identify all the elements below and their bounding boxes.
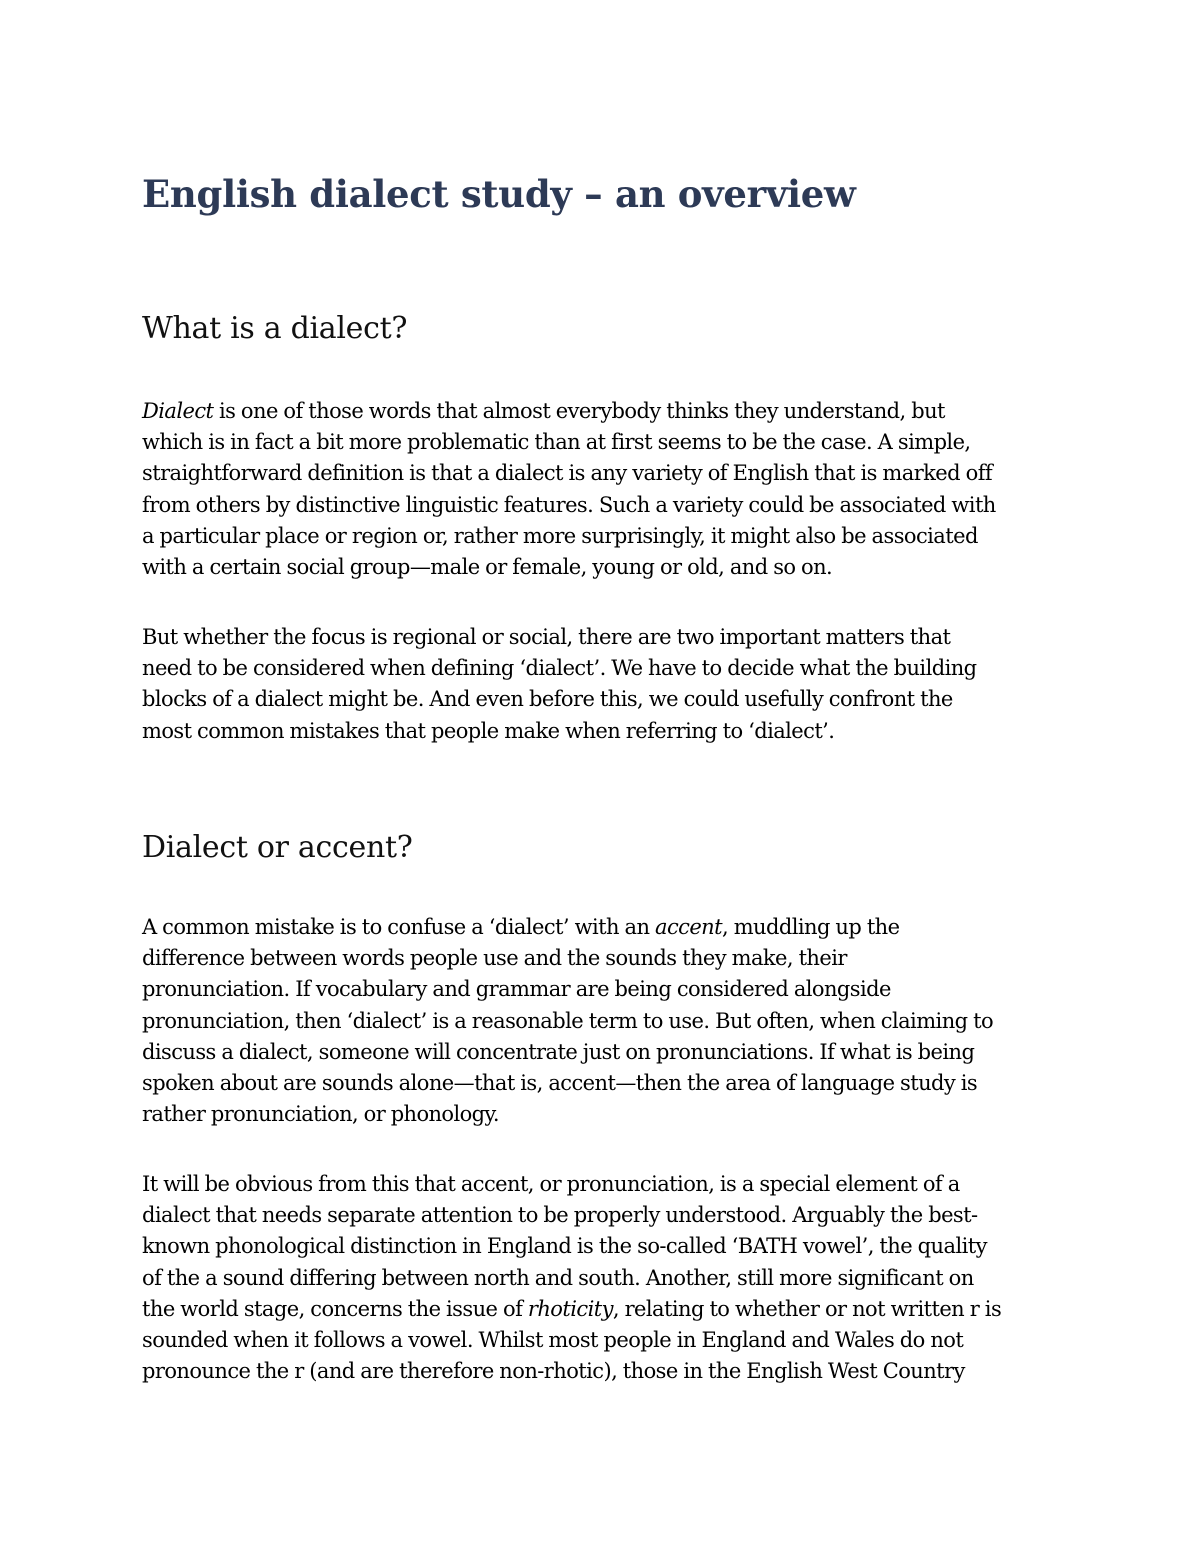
section-heading-dialect-or-accent: Dialect or accent? [142, 830, 413, 865]
line-text: is one of those words that almost everybody thinks they understand, but [213, 399, 945, 423]
italic-term: accent [655, 915, 722, 939]
line-text: of the a sound differing between north and south. Another, still more significant on [142, 1265, 974, 1290]
line-text: But whether the focus is regional or social, there are two important matters that [142, 625, 951, 649]
paragraph-line [142, 1294, 1062, 1325]
line-text: spoken about are sounds alone—that is, accent—then the area of language study is [142, 1071, 978, 1096]
paragraph-line [142, 1006, 1062, 1037]
paragraph-line [142, 1099, 1062, 1130]
paragraph-line [142, 684, 1062, 715]
line-text: need to be considered when defining ‘dialect’. We have to decide what the building [142, 656, 977, 681]
line-text: difference between words people use and the sounds they make, their [142, 946, 847, 971]
paragraph-line [142, 1356, 1062, 1387]
line-text: pronounce the r (and are therefore non-rhotic), those in the English West Country [142, 1359, 965, 1384]
paragraph-dialect-vs-accent [142, 912, 1062, 1130]
line-text: which is in fact a bit more problematic than at first seems to be the case. A simple, [142, 430, 971, 455]
paragraph-line [142, 1231, 1062, 1262]
paragraph-line [142, 1068, 1062, 1099]
line-text: with a certain social group—male or female, young or old, and so on. [142, 555, 833, 580]
paragraph-line [142, 974, 1062, 1005]
document-title: English dialect study – an overview [142, 172, 856, 216]
paragraph-line [142, 653, 1062, 684]
line-text: rather pronunciation, or phonology. [142, 1102, 499, 1127]
paragraph-line [142, 912, 1062, 943]
paragraph-line [142, 552, 1062, 583]
paragraph-line [142, 1200, 1062, 1231]
line-text: sounded when it follows a vowel. Whilst most people in England and Wales do not [142, 1328, 964, 1353]
line-text: , relating to whether or not written r is [612, 1296, 1002, 1321]
paragraph-line [142, 716, 1062, 747]
paragraph-line [142, 1037, 1062, 1068]
italic-term: rhoticity [527, 1296, 613, 1321]
paragraph-dialect-definition [142, 396, 1062, 583]
line-text: , muddling up the [722, 915, 900, 939]
section-heading-what-is-dialect: What is a dialect? [142, 311, 408, 346]
paragraph-regional-or-social [142, 622, 1062, 747]
line-text: It will be obvious from this that accent, or pronunciation, is a special element of a [142, 1172, 960, 1196]
italic-term: Dialect [142, 399, 214, 423]
paragraph-line [142, 943, 1062, 974]
paragraph-line [142, 521, 1062, 552]
line-text: from others by distinctive linguistic features. Such a variety could be associated with [142, 492, 996, 517]
line-text: most common mistakes that people make when referring to ‘dialect’. [142, 718, 835, 743]
line-text: dialect that needs separate attention to be properly understood. Arguably the best- [142, 1203, 978, 1228]
paragraph-line [142, 1325, 1062, 1356]
line-text: the world stage, concerns the issue of [142, 1296, 528, 1321]
line-text: a particular place or region or, rather more surprisingly, it might also be associated [142, 523, 978, 548]
line-text: straightforward definition is that a dialect is any variety of English that is marked off [142, 461, 993, 486]
line-text: discuss a dialect, someone will concentrate just on pronunciations. If what is being [142, 1039, 975, 1064]
line-text: pronunciation. If vocabulary and grammar are being considered alongside [142, 977, 891, 1002]
line-text: known phonological distinction in England is the so-called ‘BATH vowel’, the quality [142, 1234, 987, 1259]
paragraph-line [142, 1263, 1062, 1294]
paragraph-line [142, 427, 1062, 458]
paragraph-line [142, 622, 1062, 653]
paragraph-line [142, 1169, 1062, 1200]
paragraph-line [142, 396, 1062, 427]
paragraph-accent-pronunciation [142, 1169, 1062, 1387]
paragraph-line [142, 458, 1062, 489]
line-text: pronunciation, then ‘dialect’ is a reasonable term to use. But often, when claiming to [142, 1008, 994, 1033]
line-text: blocks of a dialect might be. And even before this, we could usefully confront the [142, 687, 953, 712]
line-text: A common mistake is to confuse a ‘dialect’ with an [142, 915, 656, 939]
paragraph-line [142, 490, 1062, 521]
